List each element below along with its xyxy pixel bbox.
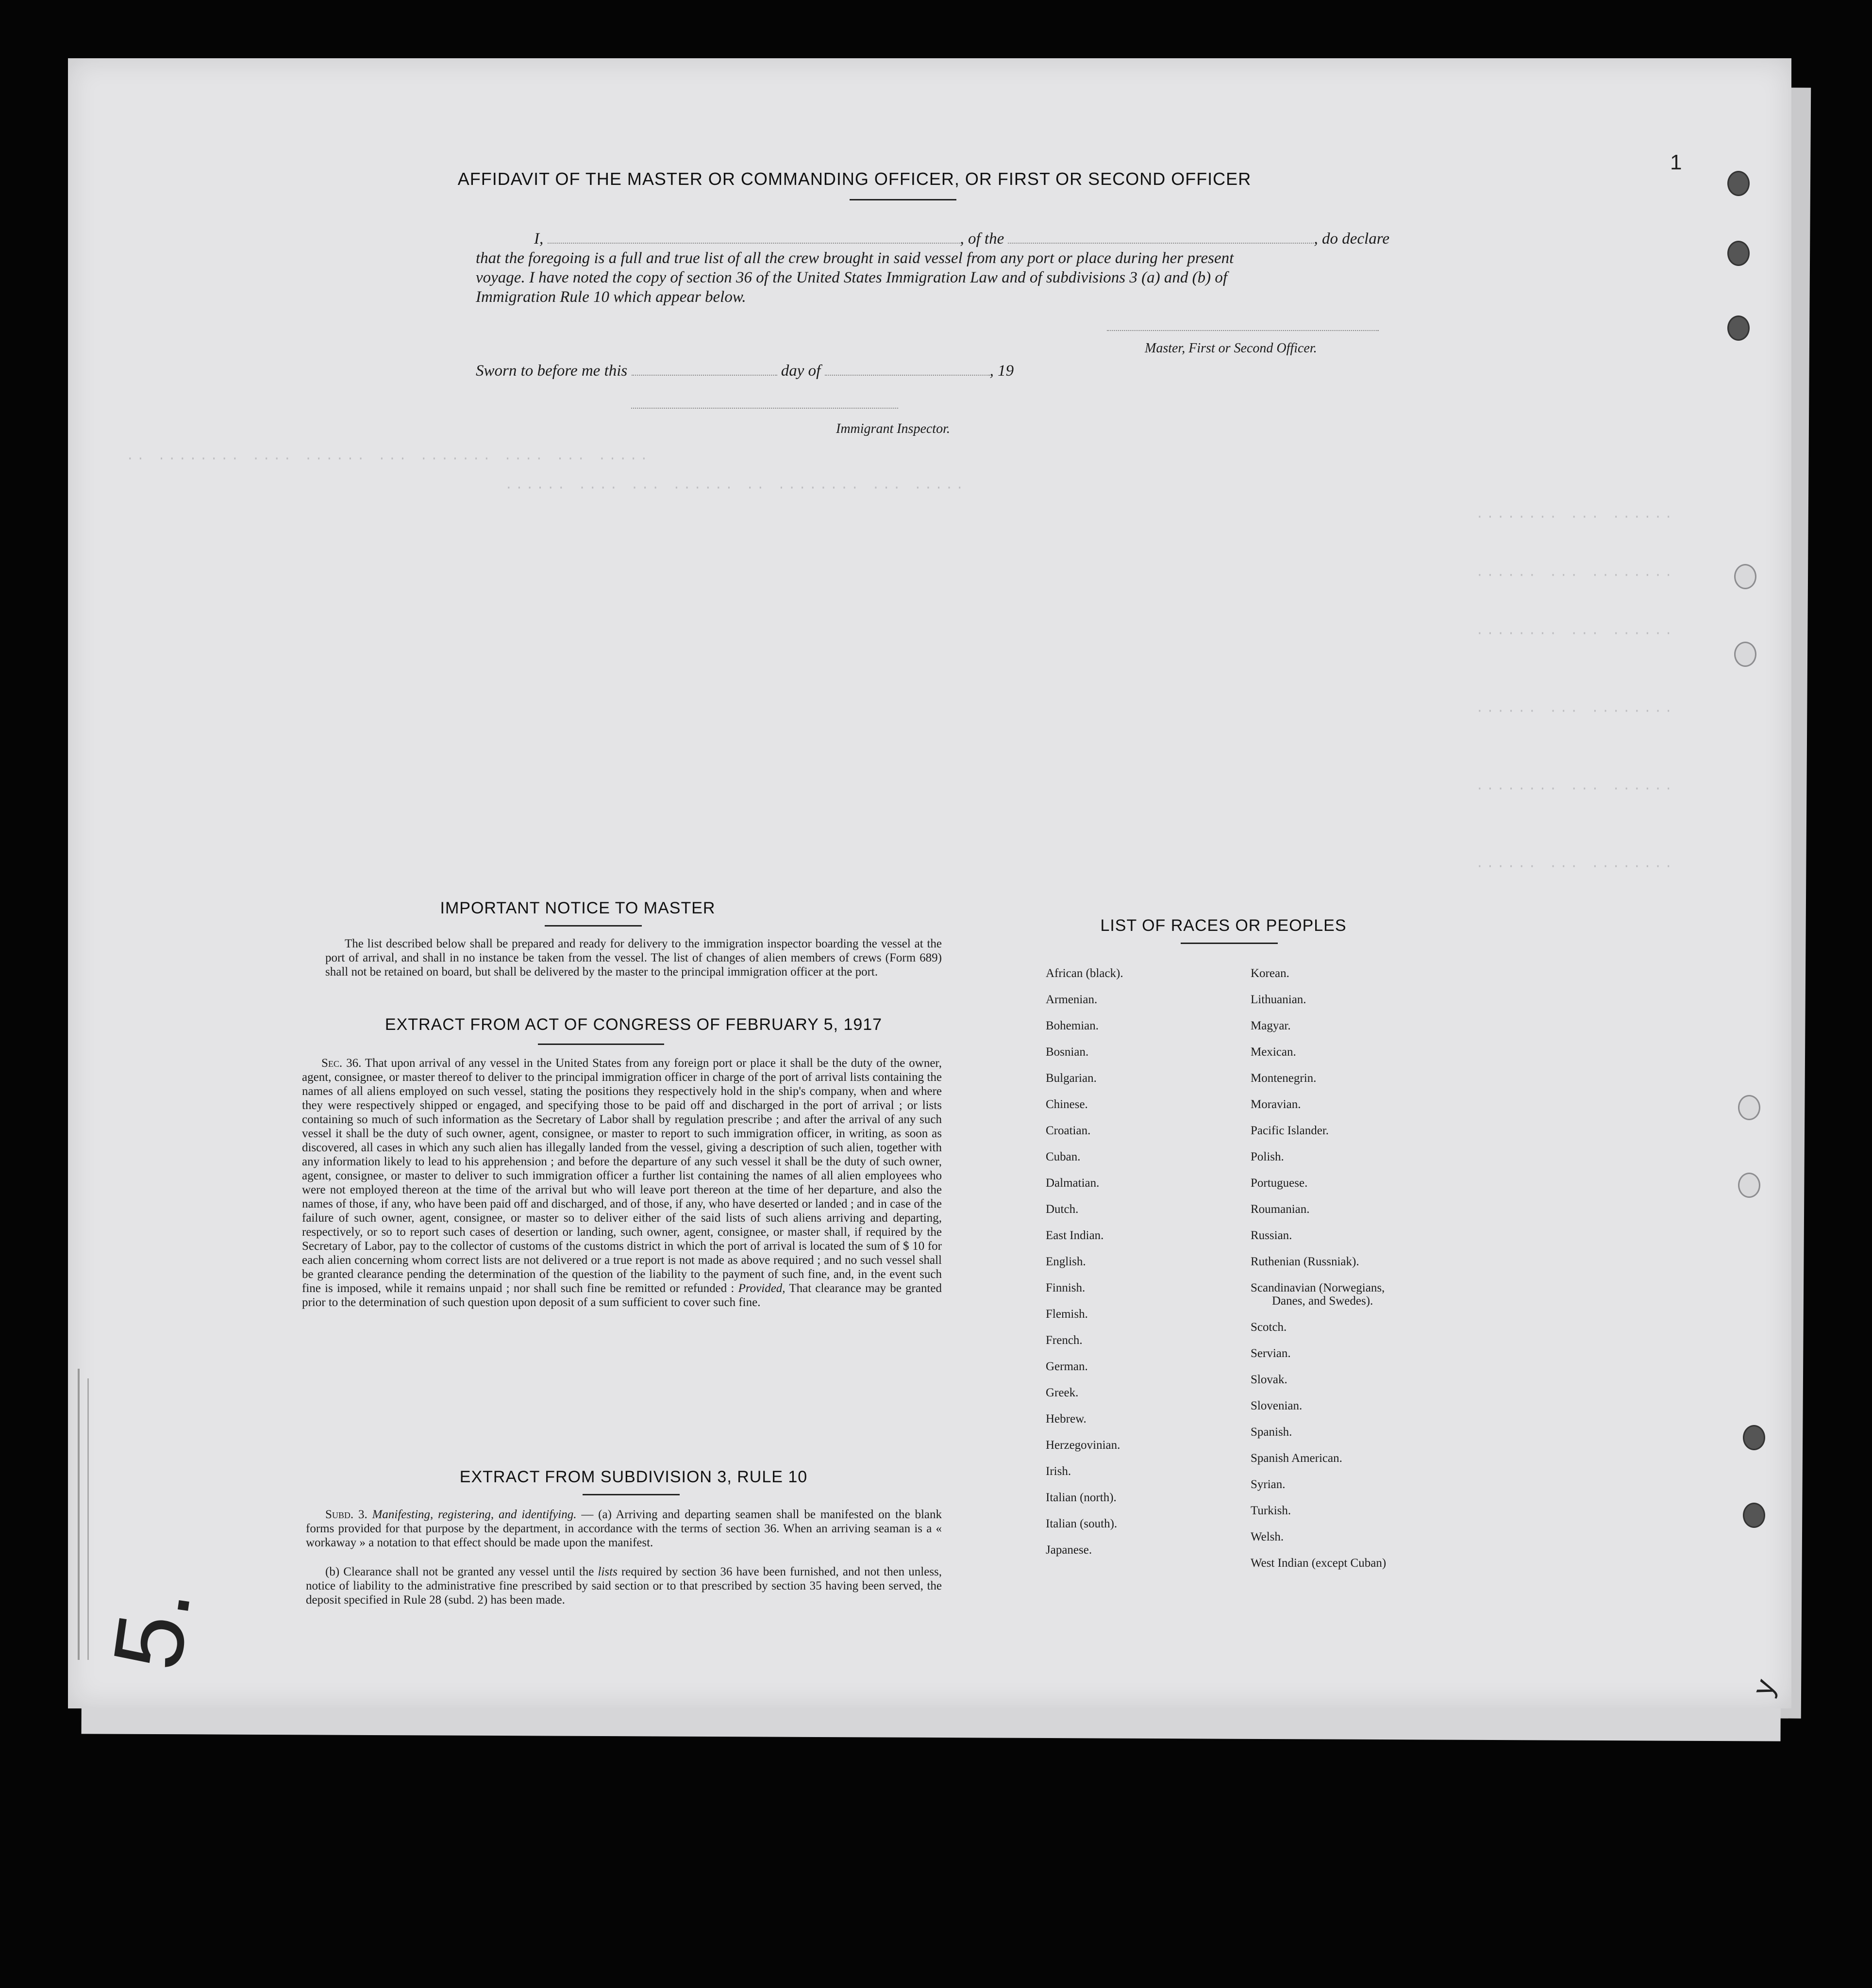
race-entry: Moravian. [1251, 1098, 1301, 1111]
binding-hole [1743, 1503, 1765, 1528]
lists-word: lists [598, 1565, 618, 1578]
race-entry: Dalmatian. [1046, 1176, 1100, 1190]
race-entry: East Indian. [1046, 1229, 1104, 1242]
race-entry: Korean. [1251, 967, 1289, 980]
race-entry: African (black). [1046, 967, 1123, 980]
race-entry: Scotch. [1251, 1321, 1287, 1334]
affidavit-title: AFFIDAVIT OF THE MASTER OR COMMANDING OFFICER, OR FIRST OR SECOND OFFICER [457, 169, 1252, 189]
rule10-title: EXTRACT FROM SUBDIVISION 3, RULE 10 [459, 1468, 808, 1486]
race-entry: Mexican. [1251, 1045, 1296, 1059]
binding-hole [1734, 564, 1756, 589]
section-body-end: That clearance may be granted prior to the determination of such question upon deposit of a sum sufficient to cover such fine. [302, 1282, 942, 1309]
race-entry: Portuguese. [1251, 1176, 1308, 1190]
document-page: ·· ········ ···· ······ ··· ······· ···· ··· ····· ······ ···· ··· ······ ·· ········ ··· ····· ········ ··· ······ ······ ··· ········ ········ ··· ······ ······ ··· ········ ········ ··· ······ ······ ··· ········ AFFIDAVIT OF THE MASTER OR COMMANDING OFFICER, OR FIRST OR SECOND OFFICER I, , of the , do declare that the foregoing is a full and true list of all the crew brought in said vessel from any port or place during her present voyage. I have noted the copy of section 36 of the United States Immigration Law and of subdivisions 3 (a) and (b) of Immigration Rule 10 which appear below. Master, First or Second Officer. Sworn to before me this day of , 19 Immigrant Inspector. IMPORTANT NOTICE TO MASTER The list described below shall be prepared and ready for delivery to the immigration inspector boarding the vessel at the port of arrival, and shall in no instance be taken from the vessel. The list of changes of alien members of crews (Form 689) shall not be retained on board, but shall be delivered by the master to the principal immigration officer at the port. EXTRACT FROM ACT OF CONGRESS OF FEBRUARY 5, 1917 Sec. 36. That upon arrival of any vessel in the United States from any foreign port or place it shall be the duty of the owner, agent, consignee, or master thereof to deliver to the principal immigration officer in charge of the port of arrival lists containing the names of all aliens employed on such vessel, stating the positions they respectively hold in the ship's company, when and where they were respectively shipped or engaged, and specifying those to be paid off and discharged in the port of arrival ; or lists containing so much of such information as the Secretary of Labor shall by regulation prescribe ; and after the arrival of any such vessel it shall be the duty of such owner, agent, consignee, or master to report to such immigration officer, in writing, as soon as discovered, all cases in which any such alien has illegally landed from the vessel, giving a description of such alien, together with any information likely to lead to his apprehension ; and before the departure of any such vessel it shall be the duty of such owner, agent, consignee, or master to deliver to such immigration officer a further list containing the names of all alien employees who were not employed thereon at the time of the arrival but who will leave port thereon at the time of her departure, and also the names of those, if any, who have been paid off and discharged, and of those, if any, who have deserted or landed ; and in case of the failure of such owner, agent, consignee, or master so to deliver either of the said lists of such aliens arriving and departing, respectively, or so to report such cases of desertion or landing, such owner, agent, consignee, or master shall, if required by the Secretary of Labor, pay to the collector of customs of the customs district in which the port of arrival is located the sum of $ 10 for each alien concerning whom correct lists are not delivered or a true report is not made as above required ; and no such vessel shall be granted clearance pending the determination of the question of the liability to the payment of such fine, and, in the event such fine is imposed, while it remains unpaid ; nor shall such fine be remitted or refunded : Provided, That clearance may be granted prior to the determination of such question upon deposit of a sum sufficient to cover such fine. EXTRACT FROM SUBDIVISION 3, RULE 10 Subd. 3. Manifesting, registering, and identifying. — (a) Arriving and departing seamen shall be manifested on the blank forms provided for that purpose by the department, in accordance with the terms of section 36. When an arriving seaman is a « workaway » a notation to that effect should be made upon the manifest. (b) Clearance shall not be granted any vessel until the lists required by section 36 have been furnished, and not then unless, notice of liability to the administrative fine prescribed by said section or to that prescribed by section 35 having been served, the deposit specified in Rule 28 (subd. 2) has been made. LIST OF RACES OR PEOPLES African (black). Armenian. Bohemian. Bosnian. Bulgarian. Chinese. Croatian. Cuban. Dalmatian. Dutch. East Indian. English. Finnish. Flemish. French. German. Greek. Hebrew. Herzegovinian. Irish. Italian (north). Italian (south). Japanese. Korean. Lithuanian. Magyar. Mexican. Montenegrin. Moravian. Pacific Islander. Polish. Portuguese. Roumanian. Russian. Ruthenian (Russniak). Scandinavian (Norwegians, Danes, and Swedes). Scotch. Servian. Slovak. Slovenian. Spanish. Spanish American. Syrian. Turkish. Welsh. West Indian (except Cuban) 5. 1 y [68, 58, 1791, 1708]
race-entry: Russian. [1251, 1229, 1292, 1242]
race-entry: Lithuanian. [1251, 993, 1306, 1006]
do-declare-label: , do declare [1314, 230, 1389, 248]
edge-line [78, 1369, 80, 1660]
race-entry: Italian (north). [1046, 1491, 1117, 1504]
race-entry: French. [1046, 1334, 1083, 1347]
binding-hole [1743, 1425, 1765, 1450]
affidavit-line4: Immigration Rule 10 which appear below. [476, 288, 746, 306]
act-rule [538, 1044, 664, 1045]
inspector-label: Immigrant Inspector. [836, 421, 950, 436]
subd-b-label: (b) [325, 1565, 340, 1578]
provided-label: Provided, [738, 1282, 786, 1295]
race-entry: Ruthenian (Russniak). [1251, 1255, 1359, 1268]
year-label: , 19 [989, 362, 1014, 380]
binding-hole [1727, 315, 1750, 341]
race-entry: Croatian. [1046, 1124, 1091, 1137]
race-entry: Bohemian. [1046, 1019, 1099, 1032]
subd-a-body: — (a) Arriving and departing seamen shall be manifested on the blank forms provided for that purpose by the department, in accordance with the terms of section 36. When an arriving seaman is a « workaway » a notation to that effect should be made upon the manifest. [306, 1508, 942, 1549]
race-entry: Dutch. [1046, 1203, 1079, 1216]
race-entry: Spanish American. [1251, 1452, 1342, 1465]
race-entry: Bosnian. [1046, 1045, 1089, 1059]
inspector-signature-line [631, 408, 898, 409]
race-entry: Roumanian. [1251, 1203, 1310, 1216]
race-entry: Polish. [1251, 1150, 1284, 1163]
of-the-label: , of the [960, 230, 1004, 248]
race-entry: German. [1046, 1360, 1088, 1373]
sworn-day-blank [632, 375, 777, 376]
binding-hole [1738, 1173, 1760, 1198]
rule10-a-text [306, 1508, 942, 1550]
notice-rule [545, 925, 642, 927]
race-entry: Italian (south). [1046, 1517, 1118, 1530]
race-entry: Servian. [1251, 1347, 1291, 1360]
section-label: Sec. 36. [321, 1057, 362, 1070]
binding-hole [1738, 1095, 1760, 1120]
section-body: That upon arrival of any vessel in the United States from any foreign port or place it shall be the duty of the owner, agent, consignee, or master thereof to deliver to the principal immigration officer in charge of the port of arrival lists containing the names of all aliens employed on such vessel, stating the positions they respectively hold in the ship's company, when and where they were respectively shipped or engaged, and specifying those to be paid off and discharged in the port of arrival ; or lists containing so much of such information as the Secretary of Labor shall by regulation prescribe ; and after the arrival of any such vessel it shall be the duty of such owner, agent, consignee, or master to report to such immigration officer, in writing, as soon as discovered, all cases in which any such alien has illegally landed from the vessel, giving a description of such alien, together with any information likely to lead to his apprehension ; and before the departure of any such vessel it shall be the duty of such owner, agent, consignee, or master to deliver to such immigration officer a further list containing the names of all alien employees who were not employed thereon at the time of the arrival but who will leave port thereon at the time of her departure, and also the names of those, if any, who have been paid off and discharged, and of those, if any, who have deserted or landed ; and in case of the failure of such owner, agent, consignee, or master so to deliver either of the said lists of such aliens arriving and departing, respectively, or so to report such cases of desertion or landing, such owner, agent, consignee, or master shall, if required by the Secretary of Labor, pay to the collector of customs of the customs district in which the port of arrival is located the sum of $ 10 for each alien concerning whom correct lists are not delivered or a true report is not made as above required ; and no such vessel shall be granted clearance pending the determination of the question of the liability to the payment of such fine, and, in the event such fine is imposed, while it remains unpaid ; nor shall such fine be remitted or refunded : [302, 1057, 942, 1295]
affidavit-line3: voyage. I have noted the copy of section 36 of the United States Immigration Law and of subdivisions 3 (a) and (b) of [476, 269, 1228, 286]
race-entry: Scandinavian (Norwegians, [1251, 1281, 1385, 1294]
race-entry: Irish. [1046, 1465, 1071, 1478]
name-blank [548, 243, 960, 244]
race-entry: Bulgarian. [1046, 1072, 1097, 1085]
rule10-b-text [306, 1565, 942, 1607]
race-entry: Armenian. [1046, 993, 1098, 1006]
binding-hole [1727, 171, 1750, 196]
race-entry: Syrian. [1251, 1478, 1286, 1491]
race-entry: Flemish. [1046, 1308, 1088, 1321]
race-entry: Slovenian. [1251, 1399, 1303, 1412]
race-entry: Finnish. [1046, 1281, 1086, 1294]
act-text [302, 1056, 942, 1309]
handwritten-edge-mark: y [1746, 1674, 1782, 1700]
race-entry: Greek. [1046, 1386, 1079, 1399]
handwritten-page-number: 5. [92, 1580, 211, 1676]
race-entry: Cuban. [1046, 1150, 1081, 1163]
subd-b-body1: Clearance shall not be granted any vessel until the [343, 1565, 594, 1578]
race-entry: Montenegrin. [1251, 1072, 1317, 1085]
sworn-label: Sworn to before me this [476, 362, 628, 380]
handwritten-mark: 1 [1670, 150, 1682, 174]
races-rule [1181, 943, 1278, 944]
race-entry: Pacific Islander. [1251, 1124, 1329, 1137]
race-entry: Danes, and Swedes). [1272, 1294, 1373, 1308]
race-entry: Magyar. [1251, 1019, 1291, 1032]
race-entry: Herzegovinian. [1046, 1439, 1120, 1452]
rule10-rule [583, 1494, 680, 1495]
race-entry: Welsh. [1251, 1530, 1284, 1543]
notice-text: The list described below shall be prepared and ready for delivery to the immigration inspector boarding the vessel at the port of arrival, and shall in no instance be taken from the vessel. The list of changes of alien members of crews (Form 689) shall not be retained on board, but shall be delivered by the master to the principal immigration officer at the port. [325, 937, 942, 978]
race-entry: Hebrew. [1046, 1412, 1086, 1425]
races-title: LIST OF RACES OR PEOPLES [1100, 916, 1347, 935]
sworn-month-blank [825, 375, 990, 376]
vessel-blank [1008, 243, 1314, 244]
i-label: I, [534, 230, 544, 248]
race-entry: English. [1046, 1255, 1086, 1268]
notice-title: IMPORTANT NOTICE TO MASTER [440, 899, 716, 917]
affidavit-line2: that the foregoing is a full and true list of all the crew brought in said vessel from any port or place during her present [476, 249, 1234, 267]
day-of-label: day of [781, 362, 821, 380]
race-entry: Japanese. [1046, 1543, 1092, 1557]
race-entry: Slovak. [1251, 1373, 1287, 1386]
subd-title: Manifesting, registering, and identifying. [372, 1508, 577, 1521]
race-entry: Turkish. [1251, 1504, 1291, 1517]
binding-hole [1727, 241, 1750, 266]
race-entry: Chinese. [1046, 1098, 1088, 1111]
race-entry: Spanish. [1251, 1425, 1292, 1439]
edge-line [87, 1378, 89, 1660]
sworn-line [476, 361, 1155, 381]
master-signature-label: Master, First or Second Officer. [1145, 341, 1317, 356]
master-signature-line [1107, 330, 1379, 331]
subd-b-body2: required by section 36 have been furnished, and not then unless, notice of liability to the administrative fine prescribed by said section or to that prescribed by section 35 having been served, the deposit specified in Rule 28 (subd. 2) has been made. [306, 1565, 942, 1607]
title-rule [850, 199, 956, 200]
affidavit-line1 [476, 229, 1447, 248]
act-title: EXTRACT FROM ACT OF CONGRESS OF FEBRUARY 5, 1917 [384, 1015, 883, 1034]
race-entry: West Indian (except Cuban) [1251, 1557, 1387, 1570]
binding-hole [1734, 642, 1756, 667]
subd-label: Subd. 3. [325, 1508, 368, 1521]
